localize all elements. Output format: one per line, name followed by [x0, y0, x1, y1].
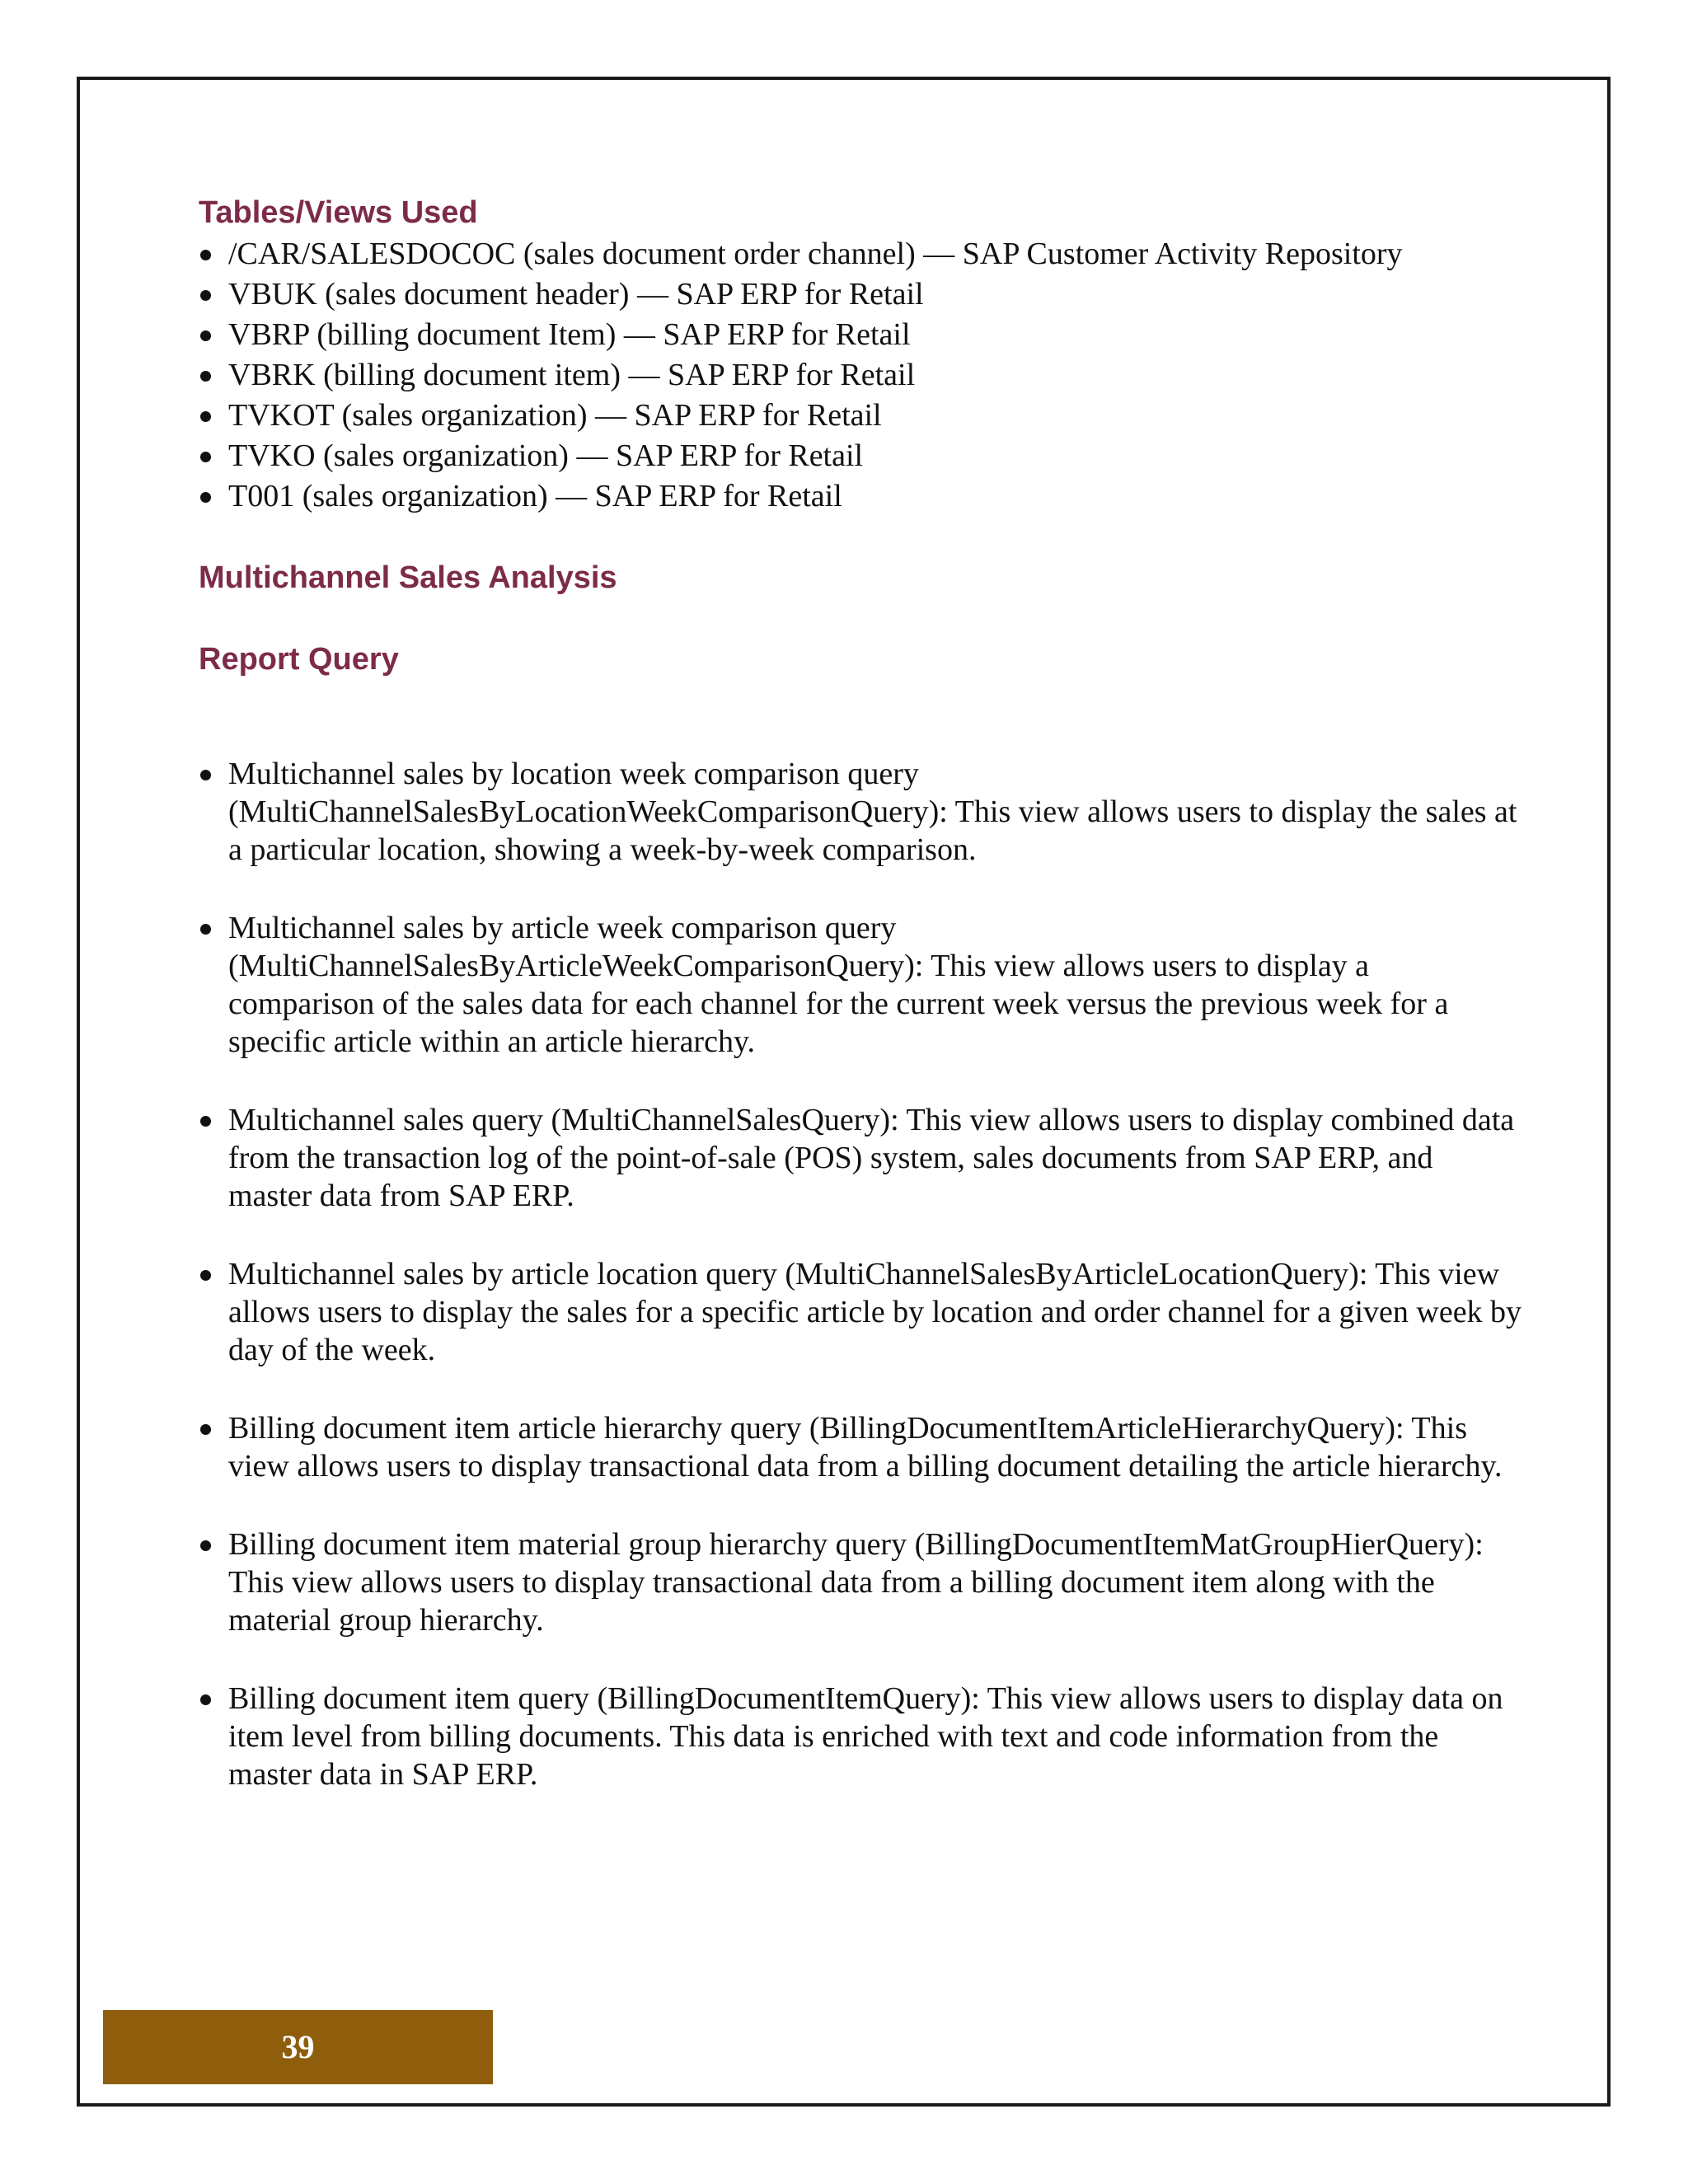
list-item: Multichannel sales by location week comparison query (MultiChannelSalesByLocationWeekComparisonQuery): This view allows users to display the sales at a particular location, showing a week-by-week comparison. [199, 755, 1522, 869]
section-title: Multichannel Sales Analysis [199, 560, 617, 595]
list-item: TVKO (sales organization) — SAP ERP for Retail [199, 436, 1501, 476]
report-query-list [199, 755, 1522, 1793]
list-item: Multichannel sales by article week comparison query (MultiChannelSalesByArticleWeekComparisonQuery): This view allows users to display a comparison of the sales data for each channel for the current week versus the previous week for a specific article within an article hierarchy. [199, 909, 1522, 1061]
list-item: VBRP (billing document Item) — SAP ERP for Retail [199, 315, 1501, 355]
list-item: /CAR/SALESDOCOC (sales document order channel) — SAP Customer Activity Repository [199, 234, 1501, 274]
list-item: T001 (sales organization) — SAP ERP for Retail [199, 476, 1501, 517]
list-item: VBRK (billing document item) — SAP ERP for Retail [199, 355, 1501, 396]
tables-views-heading: Tables/Views Used [199, 195, 478, 230]
list-item: VBUK (sales document header) — SAP ERP for Retail [199, 274, 1501, 315]
page-number: 39 [281, 2028, 315, 2065]
page-number-bar [103, 2010, 493, 2084]
tables-views-list [199, 234, 1501, 517]
list-item: Billing document item material group hierarchy query (BillingDocumentItemMatGroupHierQuery): This view allows users to display transactional data from a billing document item along with the material group hierarchy. [199, 1526, 1522, 1639]
list-item: Multichannel sales by article location query (MultiChannelSalesByArticleLocationQuery): This view allows users to display the sales for a specific article by location and order channel for a given week by day of the week. [199, 1255, 1522, 1369]
page-content [199, 194, 1522, 1834]
report-query-heading: Report Query [199, 642, 399, 677]
list-item: Multichannel sales query (MultiChannelSalesQuery): This view allows users to display combined data from the transaction log of the point-of-sale (POS) system, sales documents from SAP ERP, and master data from SAP ERP. [199, 1101, 1522, 1215]
list-item: Billing document item query (BillingDocumentItemQuery): This view allows users to display data on item level from billing documents. This data is enriched with text and code information from the master data in SAP ERP. [199, 1680, 1522, 1793]
list-item: Billing document item article hierarchy query (BillingDocumentItemArticleHierarchyQuery): This view allows users to display transactional data from a billing document detailing the article hierarchy. [199, 1409, 1522, 1485]
list-item: TVKOT (sales organization) — SAP ERP for Retail [199, 396, 1501, 436]
